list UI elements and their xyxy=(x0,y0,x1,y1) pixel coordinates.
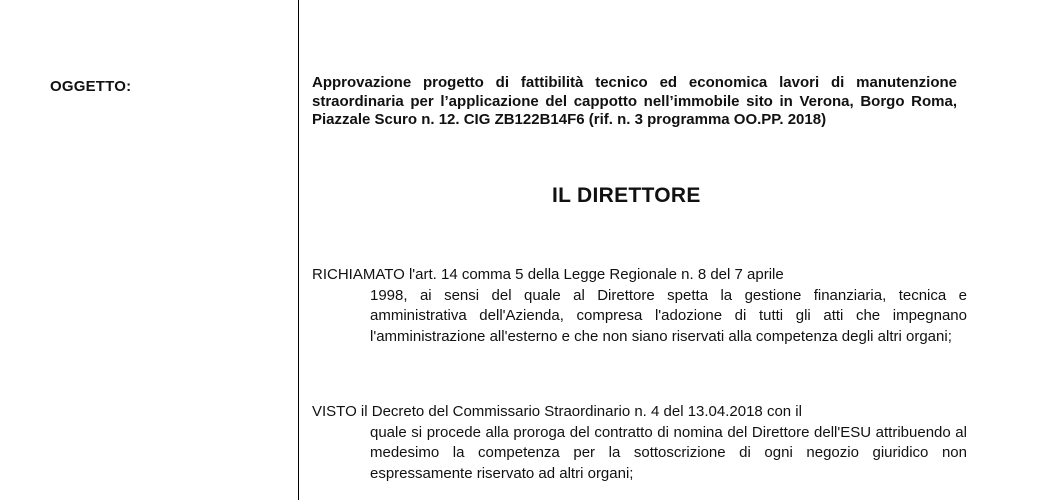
column-divider xyxy=(298,0,299,500)
paragraph-first-line: RICHIAMATO l'art. 14 comma 5 della Legge Regionale n. 8 del 7 aprile xyxy=(312,266,784,283)
paragraph-visto xyxy=(312,402,967,484)
paragraph-richiamato xyxy=(312,265,967,347)
subject-text: Approvazione progetto di fattibilità tecnico ed economica lavori di manutenzione straordinaria per l’applicazione del cappotto nell’immobile sito in Verona, Borgo Roma, Piazzale Scuro n. 12. CIG ZB122B14F6 (rif. n. 3 programma OO.PP. 2018) xyxy=(312,74,957,128)
paragraph-continuation: quale si procede alla proroga del contratto di nomina del Direttore dell'ESU attribuendo al medesimo la competenza per la sottoscrizione di ogni negozio giuridico non espressamente riservato ad altri organi; xyxy=(370,423,967,482)
section-heading: IL DIRETTORE xyxy=(552,184,701,207)
paragraph-first-line: VISTO il Decreto del Commissario Straordinario n. 4 del 13.04.2018 con il xyxy=(312,403,802,420)
paragraph-continuation: 1998, ai sensi del quale al Direttore spetta la gestione finanziaria, tecnica e amministrativa dell'Azienda, compresa l'adozione di tutti gli atti che impegnano l'amministrazione all'esterno e che non siano riservati alla competenza degli altri organi; xyxy=(370,286,967,345)
subject-label: OGGETTO: xyxy=(50,78,132,95)
